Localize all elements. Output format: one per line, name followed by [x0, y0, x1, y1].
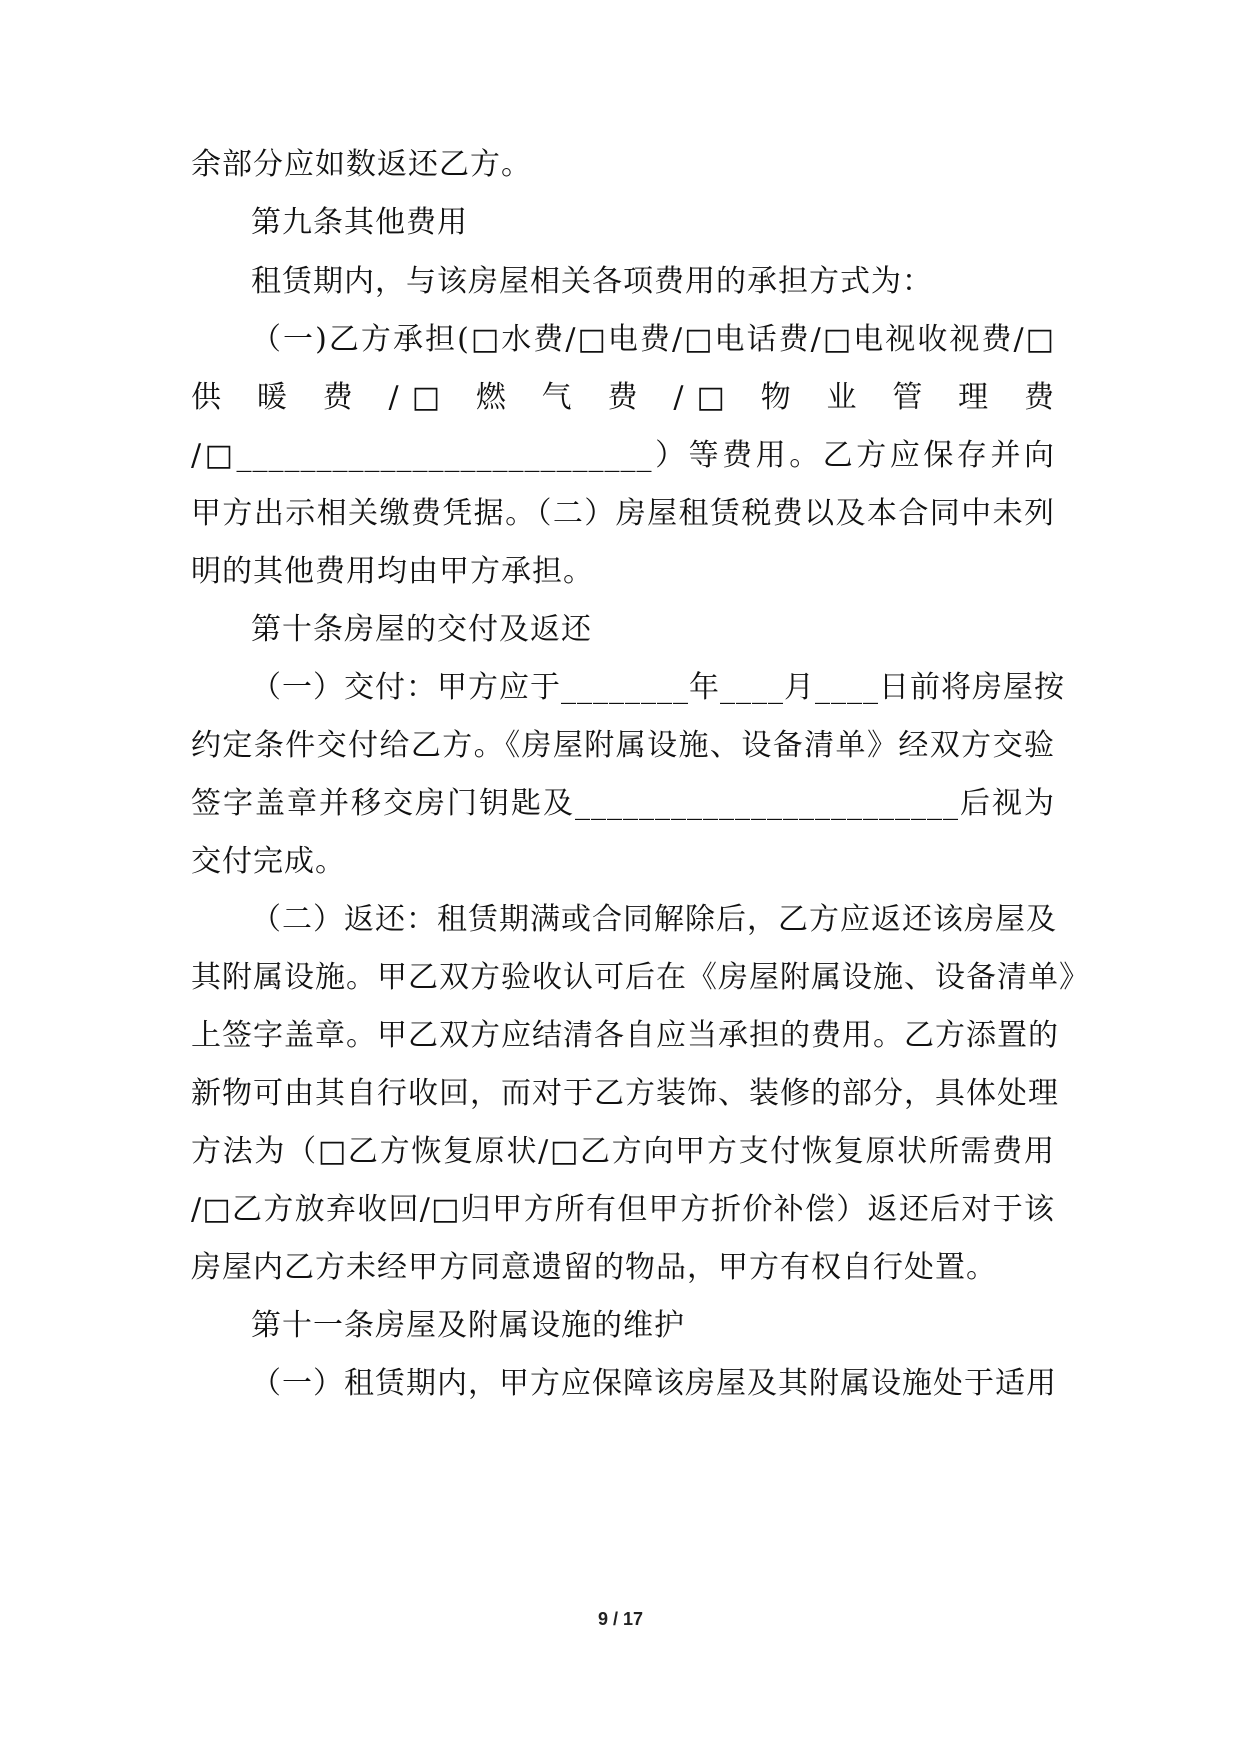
page-number: 9 / 17: [597, 1609, 644, 1629]
body-text-line: 供 暖 费 /□ 燃 气 费 /□ 物 业 管 理 费: [191, 380, 1055, 415]
body-text-line: 其附属设施。甲乙双方验收认可后在《房屋附属设施、设备清单》: [191, 960, 1090, 995]
body-text-line: 方法为（□乙方恢复原状/□乙方向甲方支付恢复原状所需费用: [191, 1134, 1055, 1169]
body-text-line: 交付完成。: [191, 844, 346, 879]
body-text-line: /□乙方放弃收回/□归甲方所有但甲方折价补偿）返还后对于该: [191, 1192, 1055, 1227]
section-heading: 第十一条房屋及附属设施的维护: [251, 1308, 685, 1343]
body-text-line: 甲方出示相关缴费凭据。（二）房屋租赁税费以及本合同中未列: [191, 496, 1055, 531]
body-text-line: 约定条件交付给乙方。《房屋附属设施、设备清单》经双方交验: [191, 728, 1055, 763]
body-text-line: （二）返还：租赁期满或合同解除后，乙方应返还该房屋及: [251, 902, 1057, 937]
body-text-line: （一）租赁期内，甲方应保障该房屋及其附属设施处于适用: [251, 1366, 1057, 1401]
body-text-line: 上签字盖章。甲乙双方应结清各自应当承担的费用。乙方添置的: [191, 1018, 1059, 1053]
section-heading: 第十条房屋的交付及返还: [251, 612, 592, 647]
body-text-line: /□__________________________）等费用。乙方应保存并向: [191, 438, 1055, 473]
body-text-line: 明的其他费用均由甲方承担。: [191, 554, 594, 589]
body-text-line: 签字盖章并移交房门钥匙及________________________后视为: [191, 786, 1055, 821]
body-text-line: 新物可由其自行收回，而对于乙方装饰、装修的部分，具体处理: [191, 1076, 1059, 1111]
body-text-line: （一）交付：甲方应于________年____月____日前将房屋按: [251, 670, 1065, 705]
body-text-line: 租赁期内，与该房屋相关各项费用的承担方式为：: [251, 264, 933, 299]
section-heading: 第九条其他费用: [251, 205, 468, 240]
body-text-line: （一)乙方承担(□水费/□电费/□电话费/□电视收视费/□: [251, 322, 1055, 357]
body-text-line: 房屋内乙方未经甲方同意遗留的物品，甲方有权自行处置。: [191, 1250, 997, 1285]
body-text-line: 余部分应如数返还乙方。: [191, 147, 532, 182]
